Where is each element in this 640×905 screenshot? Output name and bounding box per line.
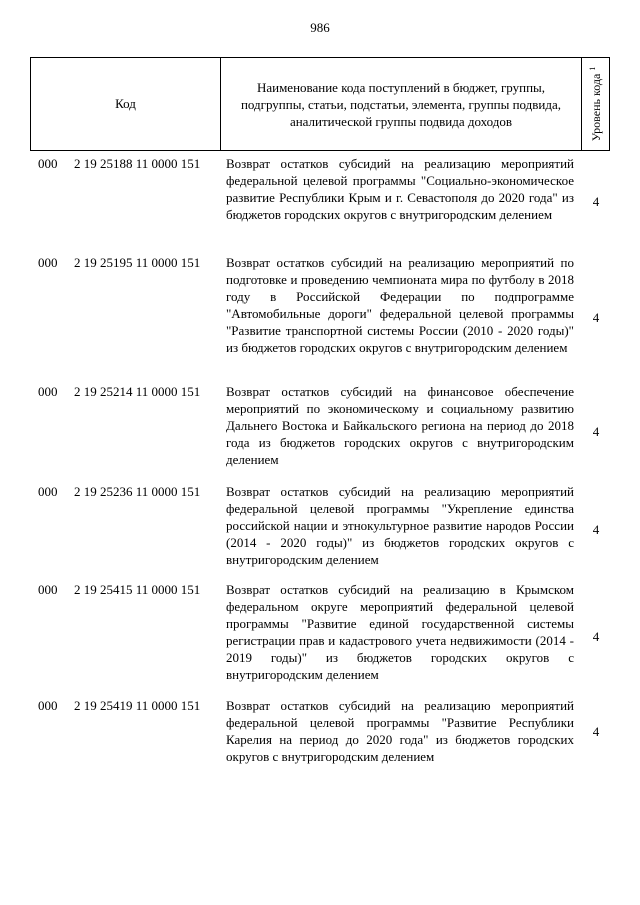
table-row [30, 697, 610, 765]
table-row [30, 383, 610, 468]
row-description: Возврат остатков субсидий на реализацию мероприятий федеральной целевой программы "Укрепление единства российской нации и этнокультурное развитие народов России (2014 - 2020 годы)" из бюджетов городских округов с внутригородским делением [226, 484, 574, 567]
table-row [30, 155, 610, 240]
header-level-text: Уровень кода [589, 73, 603, 142]
row-level: 4 [592, 629, 600, 644]
page-number: 986 [310, 20, 330, 35]
row-description: Возврат остатков субсидий на реализацию в Крымском федеральном округе мероприятий федеральной целевой программы "Развитие единой государственной системы регистрации прав и кадастрового учета недвижимости (2014 - 2019 годы)" из бюджетов городских округов с внутригородским делением [226, 582, 574, 682]
row-prefix: 000 [38, 384, 58, 399]
row-description: Возврат остатков субсидий на реализацию мероприятий по подготовке и проведению чемпионата мира по футболу в 2018 году в Российской Федерации по подпрограмме "Автомобильные дороги" федеральной целевой программы "Развитие транспортной системы России (2010 - 2020 годы)" из бюджетов городских округов с внутригородским делением [226, 255, 574, 355]
row-prefix: 000 [38, 255, 58, 270]
header-name: Наименование кода поступлений в бюджет, группы, подгруппы, статьи, подстатьи, элемента, группы подвида, аналитической группы подвида доходов [240, 79, 562, 129]
table-row [30, 581, 610, 683]
header-code: Код [115, 96, 136, 111]
row-prefix: 000 [38, 156, 58, 171]
row-code: 2 19 25214 11 0000 151 [74, 384, 201, 399]
row-code: 2 19 25419 11 0000 151 [74, 698, 201, 713]
row-code: 2 19 25188 11 0000 151 [74, 156, 201, 171]
row-prefix: 000 [38, 698, 58, 713]
header-level [582, 58, 610, 150]
row-code: 2 19 25195 11 0000 151 [74, 255, 201, 270]
header-level-footnote: 1 [588, 66, 597, 71]
header-level-label [588, 67, 604, 142]
table-row [30, 483, 610, 568]
row-code: 2 19 25415 11 0000 151 [74, 582, 201, 597]
row-description: Возврат остатков субсидий на реализацию мероприятий федеральной целевой программы "Социально-экономическое развитие Республики Крым и г. Севастополя до 2020 года" из бюджетов городских округов с внутригородским делением [226, 156, 574, 222]
row-prefix: 000 [38, 484, 58, 499]
row-description: Возврат остатков субсидий на реализацию мероприятий федеральной целевой программы "Развитие Республики Карелия на период до 2020 года" из бюджетов городских округов с внутригородским делением [226, 698, 574, 764]
table-row [30, 254, 610, 373]
table-header [30, 57, 610, 151]
row-prefix: 000 [38, 582, 58, 597]
row-level: 4 [592, 522, 600, 537]
row-level: 4 [592, 724, 600, 739]
row-level: 4 [592, 424, 600, 439]
row-description: Возврат остатков субсидий на финансовое обеспечение мероприятий по экономическому и социальному развитию Дальнего Востока и Байкальского региона на период до 2018 года из бюджетов городских округов с внутригородским делением [226, 384, 574, 467]
row-level: 4 [592, 310, 600, 325]
row-code: 2 19 25236 11 0000 151 [74, 484, 201, 499]
row-level: 4 [592, 194, 600, 209]
